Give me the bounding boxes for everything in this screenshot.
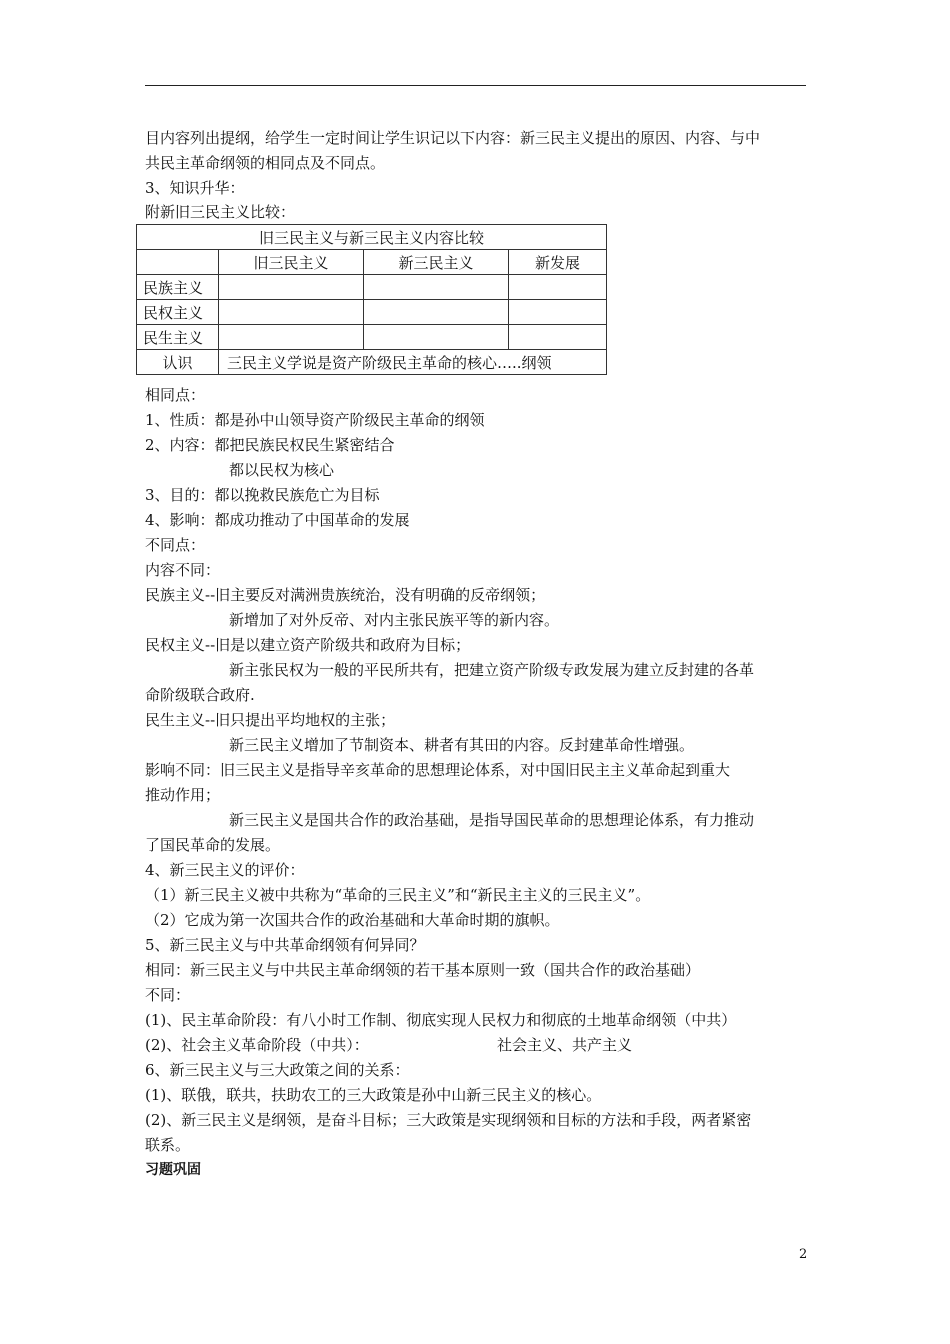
table-cell (364, 275, 509, 300)
section-heading: 4、新三民主义的评价： (145, 861, 305, 879)
table-title: 旧三民主义与新三民主义内容比较 (137, 225, 607, 250)
paragraph-line: 命阶级联合政府. (145, 686, 255, 704)
table-row (137, 275, 607, 300)
paragraph-line: 2、内容：都把民族民权民生紧密结合 (145, 436, 395, 454)
section-heading: 5、新三民主义与中共革命纲领有何异同？ (145, 936, 425, 954)
table-cell (509, 275, 607, 300)
exercise-heading: 习题巩固 (145, 1162, 201, 1178)
paragraph-line: 推动作用； (145, 786, 221, 804)
paragraph-line: 新三民主义是国共合作的政治基础，是指导国民革命的思想理论体系，有力推动 (229, 811, 755, 829)
paragraph-line: 民权主义--旧是以建立资产阶级共和政府为目标； (145, 636, 471, 654)
paragraph-line: 新主张民权为一般的平民所共有，把建立资产阶级专政发展为建立反封建的各革 (229, 661, 755, 679)
section-heading: 不同点： (145, 536, 206, 554)
paragraph-line: (1)、联俄，联共，扶助农工的三大政策是孙中山新三民主义的核心。 (145, 1086, 602, 1104)
paragraph-line: (2)、社会主义革命阶段（中共）： (145, 1036, 369, 1054)
paragraph-line: 民族主义--旧主要反对满洲贵族统治，没有明确的反帝纲领； (145, 586, 546, 604)
table-header-cell: 新三民主义 (364, 250, 509, 275)
paragraph-line: 新三民主义增加了节制资本、耕者有其田的内容。反封建革命性增强。 (229, 736, 695, 754)
table-row (137, 325, 607, 350)
paragraph-line: 民生主义--旧只提出平均地权的主张； (145, 711, 396, 729)
note-text: 三民主义学说是资产阶级民主革命的核心…..纲领 (219, 350, 607, 375)
table-header-cell: 新发展 (509, 250, 607, 275)
paragraph-line: 4、影响：都成功推动了中国革命的发展 (145, 511, 410, 529)
table-title-row (137, 225, 607, 250)
paragraph-line: 联系。 (145, 1136, 191, 1154)
table-row (137, 300, 607, 325)
table-header-row (137, 250, 607, 275)
paragraph-line: 了国民革命的发展。 (145, 836, 281, 854)
paragraph-line: 相同：新三民主义与中共民主革命纲领的若干基本原则一致（国共合作的政治基础） (145, 961, 701, 979)
paragraph-line: （1）新三民主义被中共称为“革命的三民主义”和“新民主主义的三民主义”。 (145, 886, 651, 904)
table-cell (219, 275, 364, 300)
table-header-cell: 旧三民主义 (219, 250, 364, 275)
table-note-row (137, 350, 607, 375)
paragraph-line: 3、目的：都以挽救民族危亡为目标 (145, 486, 380, 504)
paragraph-line: 都以民权为核心 (229, 461, 335, 479)
row-header: 民权主义 (137, 300, 219, 325)
section-heading: 3、知识升华： (145, 179, 245, 197)
paragraph-line: 1、性质：都是孙中山领导资产阶级民主革命的纲领 (145, 411, 485, 429)
section-heading: 相同点： (145, 386, 206, 404)
paragraph-line: 内容不同： (145, 561, 221, 579)
table-cell (364, 300, 509, 325)
paragraph-line: 新增加了对外反帝、对内主张民族平等的新内容。 (229, 611, 560, 629)
table-cell (364, 325, 509, 350)
paragraph-line: (2)、新三民主义是纲领，是奋斗目标；三大政策是实现纲领和目标的方法和手段，两者紧密 (145, 1111, 752, 1129)
paragraph-line: 社会主义、共产主义 (497, 1036, 633, 1054)
paragraph-line: 目内容列出提纲，给学生一定时间让学生识记以下内容：新三民主义提出的原因、内容、与中 (145, 129, 761, 147)
table-cell (219, 300, 364, 325)
paragraph-line: （2）它成为第一次国共合作的政治基础和大革命时期的旗帜。 (145, 911, 560, 929)
table-cell (219, 325, 364, 350)
row-header: 民族主义 (137, 275, 219, 300)
table-cell (509, 325, 607, 350)
row-header: 民生主义 (137, 325, 219, 350)
table-cell (509, 300, 607, 325)
paragraph-line: 共民主革命纲领的相同点及不同点。 (145, 154, 386, 172)
header-rule (145, 85, 806, 86)
paragraph-line: 不同： (145, 986, 191, 1004)
comparison-table (136, 224, 607, 375)
table-caption: 附新旧三民主义比较： (145, 203, 296, 221)
note-label: 认识 (137, 350, 219, 375)
paragraph-line: 影响不同：旧三民主义是指导辛亥革命的思想理论体系，对中国旧民主主义革命起到重大 (145, 761, 731, 779)
page-number: 2 (799, 1247, 808, 1262)
section-heading: 6、新三民主义与三大政策之间的关系： (145, 1061, 410, 1079)
paragraph-line: (1)、民主革命阶段：有八小时工作制、彻底实现人民权力和彻底的土地革命纲领（中共） (145, 1011, 737, 1029)
table-header-cell (137, 250, 219, 275)
